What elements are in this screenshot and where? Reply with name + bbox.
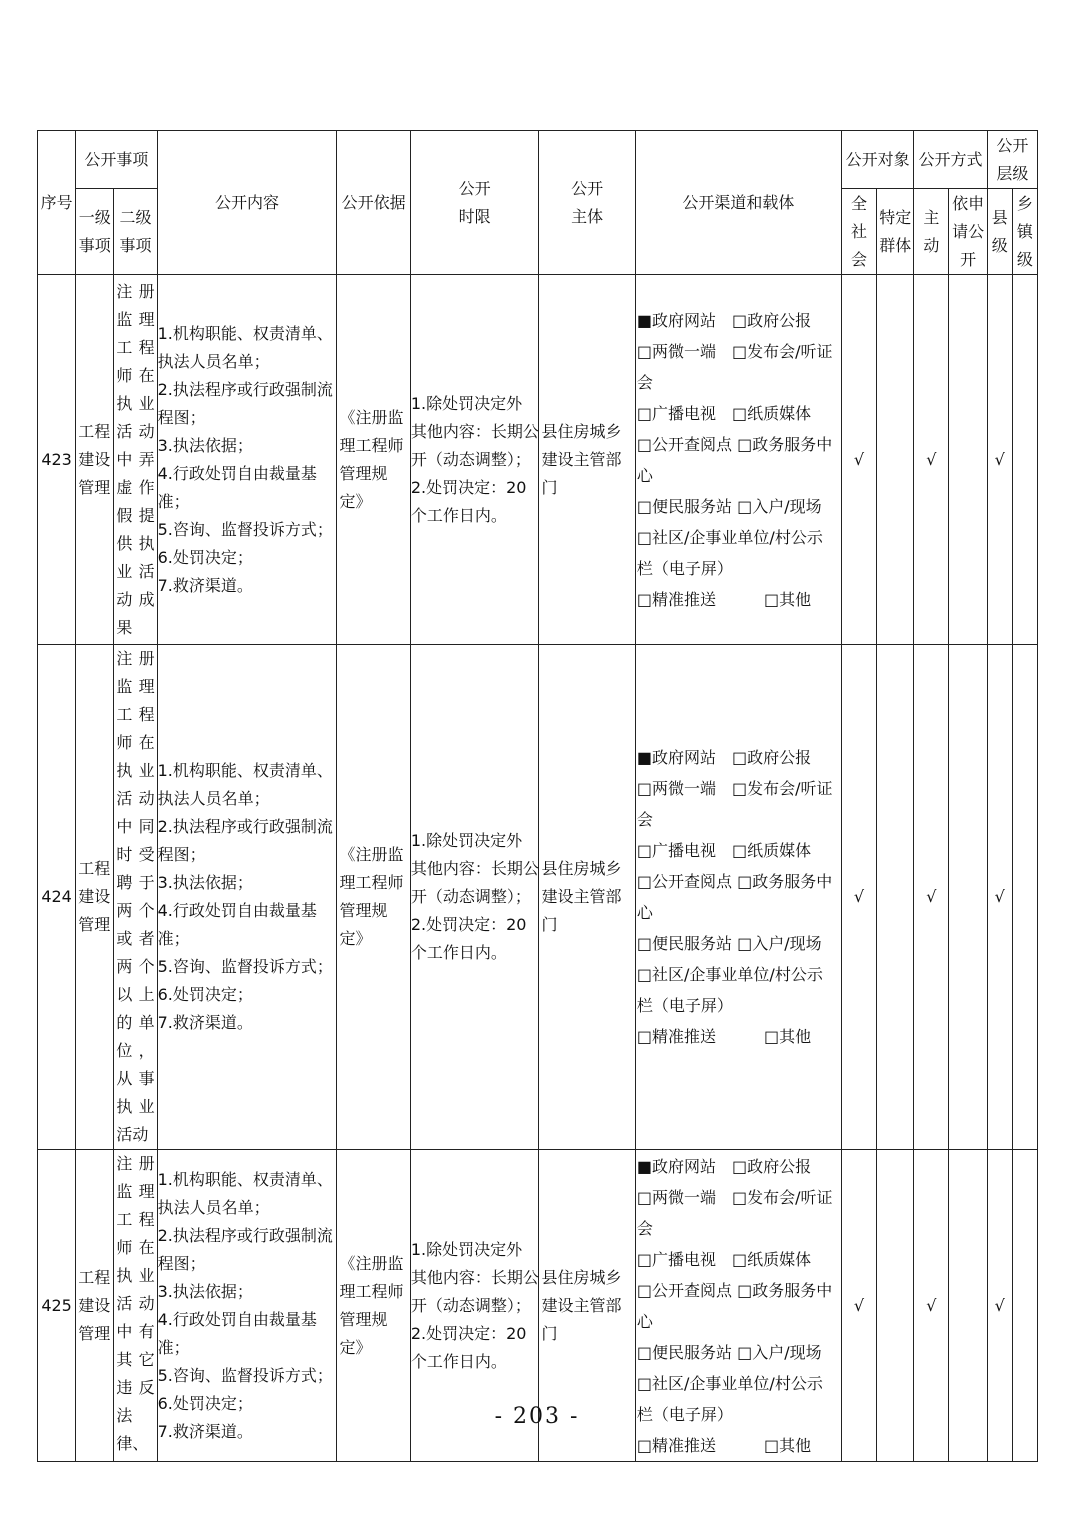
channel-line: □广播电视 □纸质媒体 bbox=[636, 841, 812, 860]
header-level-county: 县级 bbox=[987, 189, 1012, 275]
content-line: 准； bbox=[157, 1337, 190, 1357]
content-line: 1.机构职能、权责清单、 bbox=[157, 323, 333, 343]
content-line: 5.咨询、监督投诉方式； bbox=[157, 957, 333, 976]
channel-line: □公开查阅点 □政务服务中 bbox=[636, 434, 833, 454]
channel-line: □精准推送 □其他 bbox=[636, 1027, 812, 1046]
row-level-county-mark: √ bbox=[987, 275, 1012, 645]
content-line: 程图； bbox=[157, 845, 206, 864]
time-line: 1.除处罚决定外 bbox=[410, 831, 523, 850]
channel-line: □公开查阅点 □政务服务中 bbox=[636, 872, 833, 891]
row-aud-specific-mark bbox=[877, 275, 914, 645]
time-line: 2.处罚决定：20 bbox=[410, 1323, 527, 1343]
row-level-county-mark: √ bbox=[987, 645, 1012, 1150]
time-line: 其他内容：长期公 bbox=[410, 421, 539, 441]
channel-line: 栏（电子屏） bbox=[636, 558, 733, 578]
row-seq: 424 bbox=[38, 645, 76, 1150]
row-channels bbox=[635, 275, 841, 645]
row-item-l2: 注册监理工程师在执业活动中弄虚作假提供执业活动成果 bbox=[114, 275, 157, 645]
content-line: 3.执法依据； bbox=[157, 873, 253, 892]
content-line: 7.救济渠道。 bbox=[157, 1421, 253, 1441]
row-level-town-mark bbox=[1012, 275, 1037, 645]
channel-line: ■政府网站 □政府公报 bbox=[636, 1156, 812, 1176]
row-aud-specific-mark bbox=[877, 645, 914, 1150]
row-subject: 县住房城乡建设主管部门 bbox=[539, 275, 635, 645]
row-mode-request-mark bbox=[949, 275, 987, 645]
table-row bbox=[38, 645, 1038, 1150]
channel-line: ■政府网站 □政府公报 bbox=[636, 310, 812, 330]
channel-line: □公开查阅点 □政务服务中 bbox=[636, 1280, 833, 1300]
content-line: 2.执法程序或行政强制流 bbox=[157, 817, 333, 836]
channel-line: □社区/企事业单位/村公示 bbox=[636, 527, 823, 547]
disclosure-table bbox=[37, 130, 1038, 1462]
time-line: 1.除处罚决定外 bbox=[410, 1239, 523, 1259]
header-basis: 公开依据 bbox=[337, 131, 410, 275]
channel-line: □便民服务站 □入户/现场 bbox=[636, 934, 822, 953]
channel-line: ■政府网站 □政府公报 bbox=[636, 748, 812, 767]
content-line: 执法人员名单； bbox=[157, 351, 270, 371]
channel-line: 会 bbox=[636, 372, 653, 392]
header-item-l1: 一级事项 bbox=[76, 189, 114, 275]
header-audience-specific: 特定群体 bbox=[877, 189, 914, 275]
time-line: 其他内容：长期公 bbox=[410, 1267, 539, 1287]
time-line: 个工作日内。 bbox=[410, 943, 507, 962]
header-channel: 公开渠道和载体 bbox=[635, 131, 841, 275]
content-line: 4.行政处罚自由裁量基 bbox=[157, 463, 317, 483]
channel-line: 栏（电子屏） bbox=[636, 1404, 733, 1424]
header-seq: 序号 bbox=[38, 131, 76, 275]
row-aud-all-mark: √ bbox=[841, 1150, 876, 1462]
channel-line: □社区/企事业单位/村公示 bbox=[636, 1373, 823, 1393]
time-line: 开（动态调整）； bbox=[410, 1295, 531, 1315]
content-line: 7.救济渠道。 bbox=[157, 1013, 253, 1032]
content-line: 2.执法程序或行政强制流 bbox=[157, 379, 333, 399]
header-mode-request: 依申请公开 bbox=[949, 189, 987, 275]
row-channels bbox=[635, 645, 841, 1150]
time-line: 1.除处罚决定外 bbox=[410, 393, 523, 413]
channel-line: □广播电视 □纸质媒体 bbox=[636, 1249, 812, 1269]
content-line: 程图； bbox=[157, 1253, 206, 1273]
row-aud-all-mark: √ bbox=[841, 645, 876, 1150]
content-line: 7.救济渠道。 bbox=[157, 575, 253, 595]
content-line: 准； bbox=[157, 929, 190, 948]
table-row bbox=[38, 275, 1038, 645]
channel-line: □两微一端 □发布会/听证 bbox=[636, 1187, 833, 1207]
table-header bbox=[38, 131, 1038, 275]
channel-line: 会 bbox=[636, 1218, 653, 1238]
channel-line: □便民服务站 □入户/现场 bbox=[636, 496, 822, 516]
content-line: 4.行政处罚自由裁量基 bbox=[157, 901, 317, 920]
time-line: 个工作日内。 bbox=[410, 1351, 507, 1371]
row-seq: 425 bbox=[38, 1150, 76, 1462]
content-line: 6.处罚决定； bbox=[157, 547, 253, 567]
content-line: 5.咨询、监督投诉方式； bbox=[157, 1365, 333, 1385]
content-line: 执法人员名单； bbox=[157, 789, 270, 808]
content-line: 5.咨询、监督投诉方式； bbox=[157, 519, 333, 539]
page-number: - 203 - bbox=[494, 1404, 580, 1429]
content-line: 3.执法依据； bbox=[157, 435, 253, 455]
row-item-l1: 工程建设管理 bbox=[76, 1150, 114, 1462]
content-line: 准； bbox=[157, 491, 190, 511]
header-content: 公开内容 bbox=[157, 131, 337, 275]
row-content bbox=[157, 645, 337, 1150]
time-line: 2.处罚决定：20 bbox=[410, 915, 527, 934]
row-item-l2: 注册监理工程师在执业活动中同时受聘于两个或者两个以上的单位，从事执业活动 bbox=[114, 645, 157, 1150]
time-line: 个工作日内。 bbox=[410, 505, 507, 525]
row-level-town-mark bbox=[1012, 645, 1037, 1150]
channel-line: 栏（电子屏） bbox=[636, 996, 733, 1015]
header-time-limit: 公开时限 bbox=[410, 131, 539, 275]
channel-line: □精准推送 □其他 bbox=[636, 589, 812, 609]
row-item-l1: 工程建设管理 bbox=[76, 275, 114, 645]
row-item-l2: 注册监理工程师在执业活动中有其它违反法律、 bbox=[114, 1150, 157, 1462]
content-line: 6.处罚决定； bbox=[157, 985, 253, 1004]
row-basis: 《注册监理工程师管理规定》 bbox=[337, 645, 410, 1150]
header-audience-all: 全社会 bbox=[841, 189, 876, 275]
row-content bbox=[157, 275, 337, 645]
row-basis: 《注册监理工程师管理规定》 bbox=[337, 275, 410, 645]
channel-line: 心 bbox=[636, 1311, 653, 1331]
time-line: 开（动态调整）； bbox=[410, 449, 531, 469]
header-audience-group: 公开对象 bbox=[841, 131, 913, 189]
header-item-group: 公开事项 bbox=[76, 131, 157, 189]
row-subject: 县住房城乡建设主管部门 bbox=[539, 1150, 635, 1462]
row-basis: 《注册监理工程师管理规定》 bbox=[337, 1150, 410, 1462]
content-line: 1.机构职能、权责清单、 bbox=[157, 761, 333, 780]
row-time-limit bbox=[410, 645, 539, 1150]
channel-line: □精准推送 □其他 bbox=[636, 1435, 812, 1455]
content-line: 程图； bbox=[157, 407, 206, 427]
row-time-limit bbox=[410, 275, 539, 645]
row-level-county-mark: √ bbox=[987, 1150, 1012, 1462]
row-mode-active-mark: √ bbox=[914, 275, 949, 645]
row-subject: 县住房城乡建设主管部门 bbox=[539, 645, 635, 1150]
channel-line: 心 bbox=[636, 465, 653, 485]
time-line: 开（动态调整）； bbox=[410, 887, 531, 906]
content-line: 6.处罚决定； bbox=[157, 1393, 253, 1413]
content-line: 执法人员名单； bbox=[157, 1197, 270, 1217]
table-body bbox=[38, 275, 1038, 1462]
content-line: 2.执法程序或行政强制流 bbox=[157, 1225, 333, 1245]
header-level-town: 乡镇级 bbox=[1012, 189, 1037, 275]
header-item-l2: 二级事项 bbox=[114, 189, 157, 275]
content-line: 3.执法依据； bbox=[157, 1281, 253, 1301]
channel-line: □两微一端 □发布会/听证 bbox=[636, 779, 833, 798]
content-line: 4.行政处罚自由裁量基 bbox=[157, 1309, 317, 1329]
channel-line: 会 bbox=[636, 810, 653, 829]
row-mode-active-mark: √ bbox=[914, 645, 949, 1150]
time-line: 其他内容：长期公 bbox=[410, 859, 539, 878]
header-subject: 公开主体 bbox=[539, 131, 635, 275]
channel-line: □广播电视 □纸质媒体 bbox=[636, 403, 812, 423]
channel-line: □社区/企事业单位/村公示 bbox=[636, 965, 823, 984]
time-line: 2.处罚决定：20 bbox=[410, 477, 527, 497]
header-mode-group: 公开方式 bbox=[914, 131, 987, 189]
content-line: 1.机构职能、权责清单、 bbox=[157, 1169, 333, 1189]
channel-line: □两微一端 □发布会/听证 bbox=[636, 341, 833, 361]
row-mode-request-mark bbox=[949, 645, 987, 1150]
row-seq: 423 bbox=[38, 275, 76, 645]
row-item-l1: 工程建设管理 bbox=[76, 645, 114, 1150]
channel-line: □便民服务站 □入户/现场 bbox=[636, 1342, 822, 1362]
header-level-group: 公开层级 bbox=[987, 131, 1037, 189]
row-mode-active-mark: √ bbox=[914, 1150, 949, 1462]
channel-line: 心 bbox=[636, 903, 653, 922]
row-aud-all-mark: √ bbox=[841, 275, 876, 645]
header-mode-active: 主动 bbox=[914, 189, 949, 275]
